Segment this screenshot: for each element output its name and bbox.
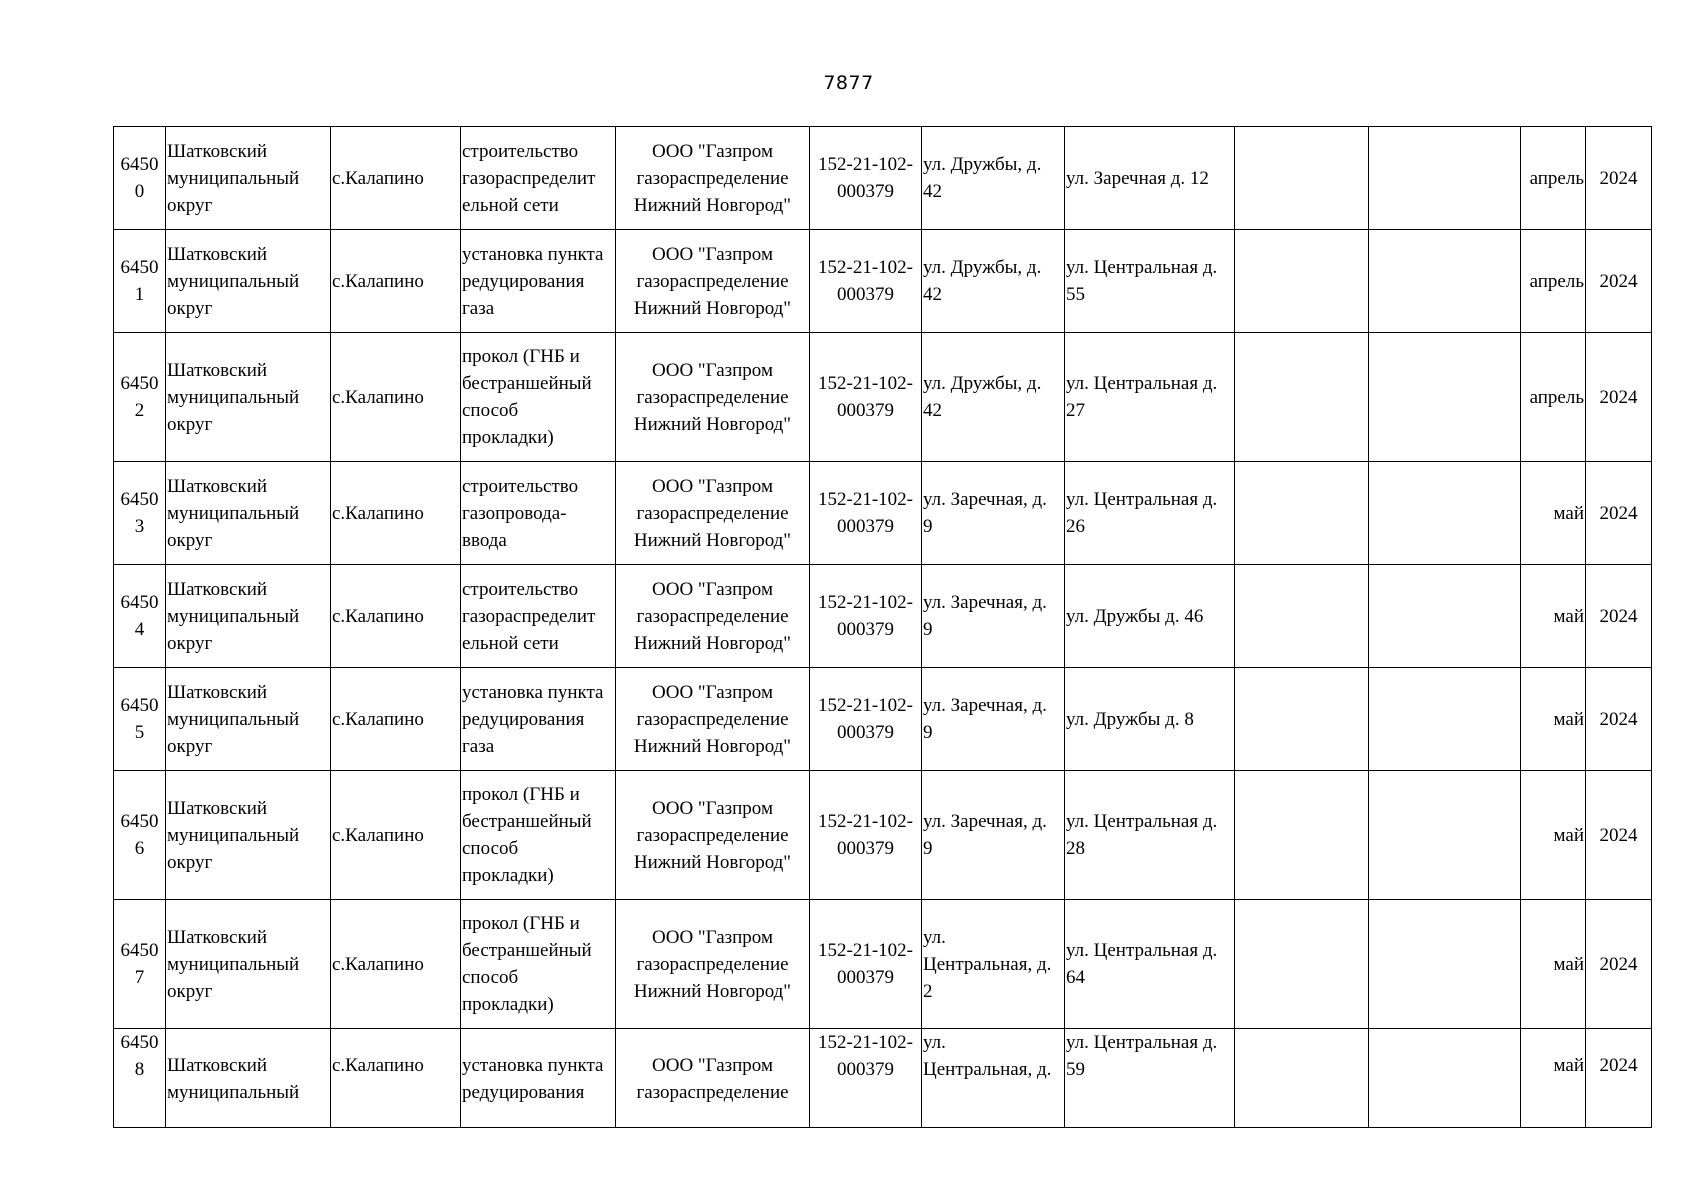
settlement-cell: с.Калапино xyxy=(331,230,461,333)
settlement-cell: с.Калапино xyxy=(331,127,461,230)
row-number-cell: 6450 6 xyxy=(114,771,166,900)
row-number-cell: 6450 8 xyxy=(114,1029,166,1128)
from-address-cell: ул. Дружбы, д. 42 xyxy=(922,127,1065,230)
work-type-cell: прокол (ГНБ и бестраншейный способ прокладки) xyxy=(461,333,616,462)
work-type-cell: установка пункта редуцирования газа xyxy=(461,668,616,771)
to-address-cell: ул. Дружбы д. 46 xyxy=(1065,565,1235,668)
empty-cell xyxy=(1235,462,1369,565)
row-number-cell: 6450 7 xyxy=(114,900,166,1029)
organization-cell: ООО "Газпром газораспределение Нижний Новгород" xyxy=(616,127,810,230)
organization-cell: ООО "Газпром газораспределение Нижний Новгород" xyxy=(616,565,810,668)
to-address-cell: ул. Центральная д. 26 xyxy=(1065,462,1235,565)
to-address-cell: ул. Центральная д. 64 xyxy=(1065,900,1235,1029)
row-number-cell: 6450 3 xyxy=(114,462,166,565)
year-cell: 2024 xyxy=(1586,230,1652,333)
settlement-cell: с.Калапино xyxy=(331,1029,461,1128)
row-number-cell: 6450 4 xyxy=(114,565,166,668)
table-row xyxy=(114,771,1652,900)
to-address-cell: ул. Центральная д. 59 xyxy=(1065,1029,1235,1128)
settlement-cell: с.Калапино xyxy=(331,565,461,668)
empty-cell xyxy=(1235,127,1369,230)
empty-cell xyxy=(1235,333,1369,462)
from-address-cell: ул. Центральная, д. xyxy=(922,1029,1065,1128)
object-code-cell: 152-21-102- 000379 xyxy=(810,462,922,565)
year-cell: 2024 xyxy=(1586,565,1652,668)
to-address-cell: ул. Центральная д. 55 xyxy=(1065,230,1235,333)
empty-cell xyxy=(1235,771,1369,900)
table-row xyxy=(114,230,1652,333)
work-type-cell: строительство газопровода- ввода xyxy=(461,462,616,565)
work-type-cell: установка пункта редуцирования газа xyxy=(461,230,616,333)
district-cell: Шатковский муниципальный округ xyxy=(166,333,331,462)
month-cell: май xyxy=(1521,565,1586,668)
work-type-cell: строительство газораспределит ельной сети xyxy=(461,565,616,668)
object-code-cell: 152-21-102- 000379 xyxy=(810,1029,922,1128)
to-address-cell: ул. Центральная д. 28 xyxy=(1065,771,1235,900)
organization-cell: ООО "Газпром газораспределение xyxy=(616,1029,810,1128)
year-cell: 2024 xyxy=(1586,127,1652,230)
district-cell: Шатковский муниципальный округ xyxy=(166,230,331,333)
row-number-cell: 6450 1 xyxy=(114,230,166,333)
from-address-cell: ул. Дружбы, д. 42 xyxy=(922,230,1065,333)
district-cell: Шатковский муниципальный округ xyxy=(166,668,331,771)
object-code-cell: 152-21-102- 000379 xyxy=(810,771,922,900)
to-address-cell: ул. Центральная д. 27 xyxy=(1065,333,1235,462)
empty-cell xyxy=(1235,1029,1369,1128)
empty-cell xyxy=(1369,565,1521,668)
month-cell: май xyxy=(1521,771,1586,900)
district-cell: Шатковский муниципальный округ xyxy=(166,127,331,230)
from-address-cell: ул. Заречная, д. 9 xyxy=(922,565,1065,668)
month-cell: май xyxy=(1521,900,1586,1029)
empty-cell xyxy=(1369,230,1521,333)
table-row xyxy=(114,668,1652,771)
year-cell: 2024 xyxy=(1586,1029,1652,1128)
organization-cell: ООО "Газпром газораспределение Нижний Новгород" xyxy=(616,462,810,565)
month-cell: апрель xyxy=(1521,333,1586,462)
page-number: 7877 xyxy=(823,72,874,94)
district-cell: Шатковский муниципальный округ xyxy=(166,900,331,1029)
object-code-cell: 152-21-102- 000379 xyxy=(810,333,922,462)
organization-cell: ООО "Газпром газораспределение Нижний Новгород" xyxy=(616,900,810,1029)
year-cell: 2024 xyxy=(1586,771,1652,900)
table-row xyxy=(114,333,1652,462)
table-row xyxy=(114,900,1652,1029)
empty-cell xyxy=(1369,668,1521,771)
district-cell: Шатковский муниципальный округ xyxy=(166,565,331,668)
empty-cell xyxy=(1235,900,1369,1029)
empty-cell xyxy=(1235,230,1369,333)
work-type-cell: прокол (ГНБ и бестраншейный способ прокладки) xyxy=(461,771,616,900)
empty-cell xyxy=(1369,462,1521,565)
to-address-cell: ул. Дружбы д. 8 xyxy=(1065,668,1235,771)
object-code-cell: 152-21-102- 000379 xyxy=(810,668,922,771)
to-address-cell: ул. Заречная д. 12 xyxy=(1065,127,1235,230)
empty-cell xyxy=(1369,333,1521,462)
settlement-cell: с.Калапино xyxy=(331,900,461,1029)
empty-cell xyxy=(1235,565,1369,668)
year-cell: 2024 xyxy=(1586,462,1652,565)
organization-cell: ООО "Газпром газораспределение Нижний Новгород" xyxy=(616,230,810,333)
settlement-cell: с.Калапино xyxy=(331,333,461,462)
organization-cell: ООО "Газпром газораспределение Нижний Новгород" xyxy=(616,333,810,462)
from-address-cell: ул. Заречная, д. 9 xyxy=(922,771,1065,900)
organization-cell: ООО "Газпром газораспределение Нижний Новгород" xyxy=(616,668,810,771)
row-number-cell: 6450 0 xyxy=(114,127,166,230)
month-cell: апрель xyxy=(1521,127,1586,230)
district-cell: Шатковский муниципальный xyxy=(166,1029,331,1128)
object-code-cell: 152-21-102- 000379 xyxy=(810,900,922,1029)
year-cell: 2024 xyxy=(1586,333,1652,462)
month-cell: май xyxy=(1521,462,1586,565)
year-cell: 2024 xyxy=(1586,900,1652,1029)
empty-cell xyxy=(1369,127,1521,230)
from-address-cell: ул. Заречная, д. 9 xyxy=(922,668,1065,771)
empty-cell xyxy=(1369,1029,1521,1128)
work-type-cell: установка пункта редуцирования xyxy=(461,1029,616,1128)
row-number-cell: 6450 5 xyxy=(114,668,166,771)
empty-cell xyxy=(1369,900,1521,1029)
year-cell: 2024 xyxy=(1586,668,1652,771)
month-cell: май xyxy=(1521,1029,1586,1128)
registry-table xyxy=(113,126,1652,1128)
work-type-cell: прокол (ГНБ и бестраншейный способ прокладки) xyxy=(461,900,616,1029)
empty-cell xyxy=(1235,668,1369,771)
from-address-cell: ул. Центральная, д. 2 xyxy=(922,900,1065,1029)
month-cell: май xyxy=(1521,668,1586,771)
organization-cell: ООО "Газпром газораспределение Нижний Новгород" xyxy=(616,771,810,900)
work-type-cell: строительство газораспределит ельной сети xyxy=(461,127,616,230)
settlement-cell: с.Калапино xyxy=(331,462,461,565)
month-cell: апрель xyxy=(1521,230,1586,333)
object-code-cell: 152-21-102- 000379 xyxy=(810,565,922,668)
object-code-cell: 152-21-102- 000379 xyxy=(810,230,922,333)
from-address-cell: ул. Заречная, д. 9 xyxy=(922,462,1065,565)
table-row xyxy=(114,462,1652,565)
row-number-cell: 6450 2 xyxy=(114,333,166,462)
district-cell: Шатковский муниципальный округ xyxy=(166,462,331,565)
from-address-cell: ул. Дружбы, д. 42 xyxy=(922,333,1065,462)
table-row xyxy=(114,127,1652,230)
empty-cell xyxy=(1369,771,1521,900)
settlement-cell: с.Калапино xyxy=(331,668,461,771)
object-code-cell: 152-21-102- 000379 xyxy=(810,127,922,230)
district-cell: Шатковский муниципальный округ xyxy=(166,771,331,900)
settlement-cell: с.Калапино xyxy=(331,771,461,900)
table-row xyxy=(114,1029,1652,1128)
table-row xyxy=(114,565,1652,668)
